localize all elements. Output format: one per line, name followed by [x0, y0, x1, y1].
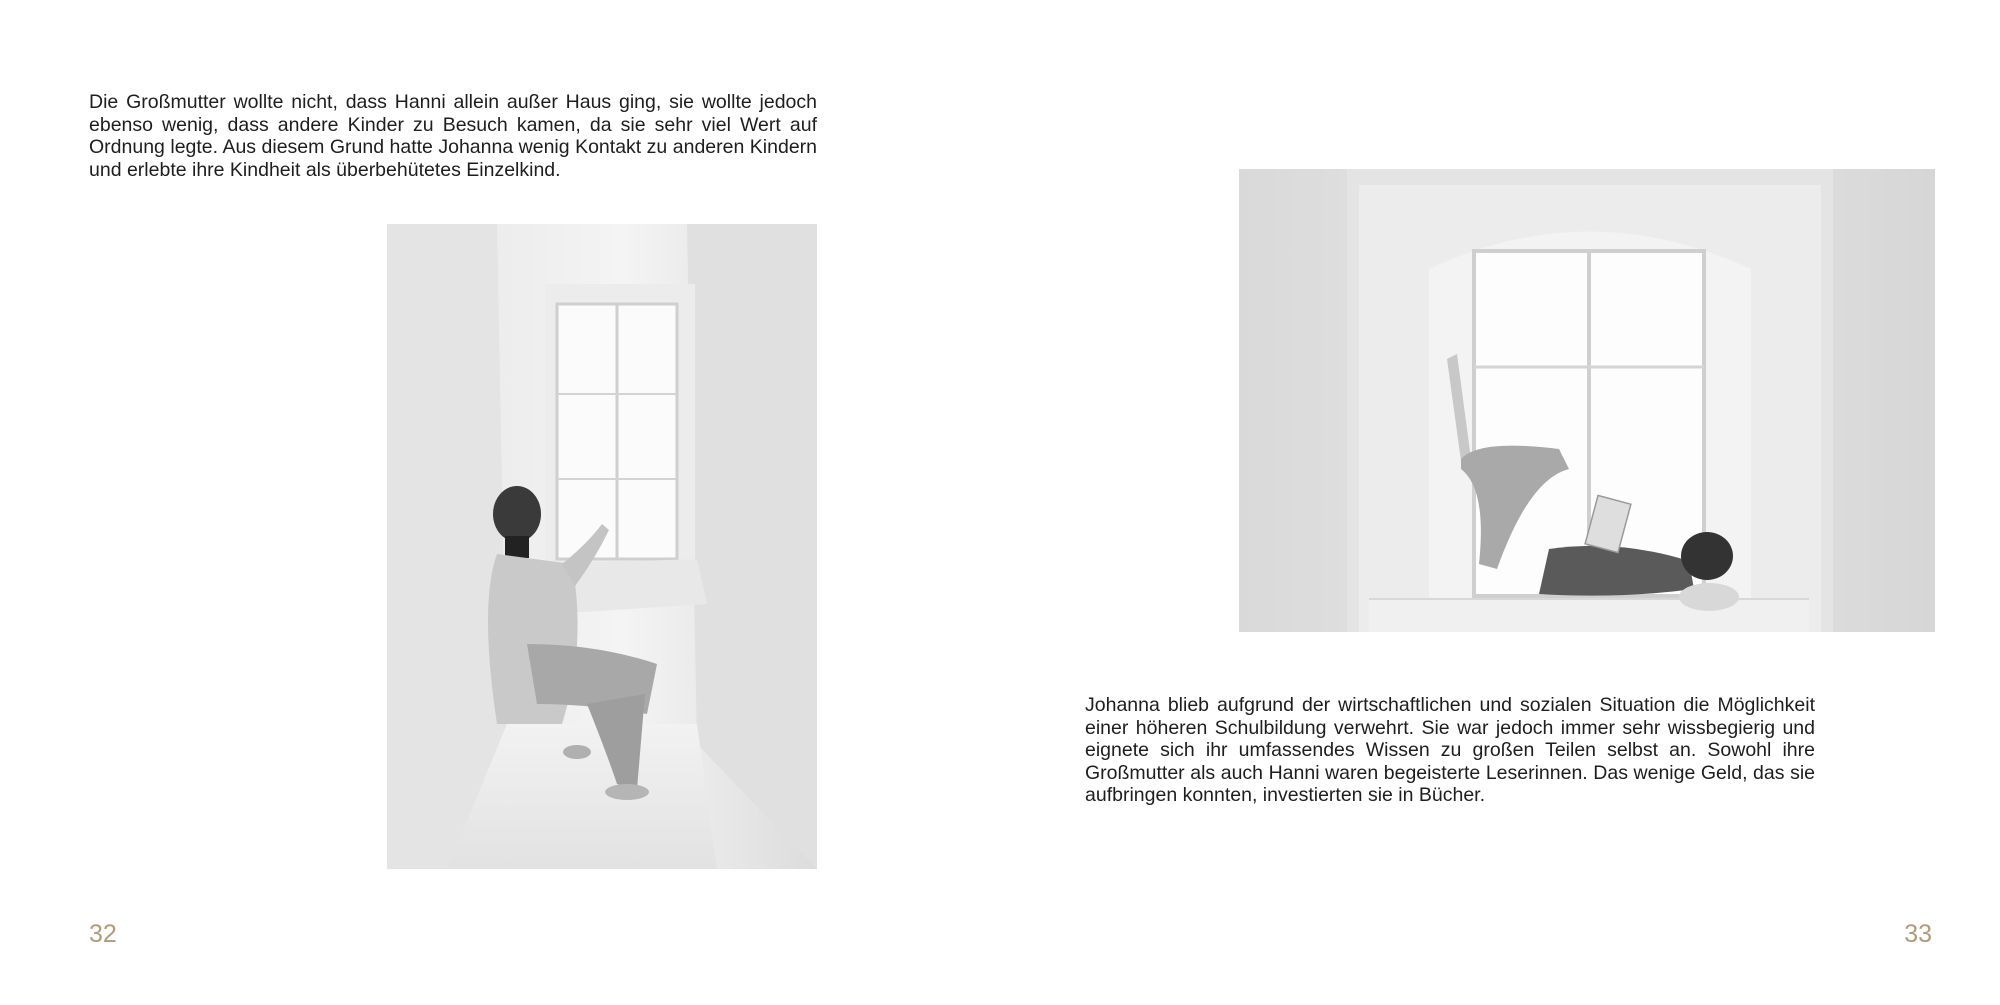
photo-woman-reclining-in-window [1239, 169, 1935, 632]
right-page [1000, 0, 2000, 1005]
left-page-paragraph: Die Großmutter wollte nicht, dass Hanni allein außer Haus ging, sie wollte jedoch ebenso wenig, dass andere Kinder zu Besuch kamen, da sie sehr viel Wert auf Ordnung legte. Aus diesem Grund hatte Johanna wenig Kontakt zu anderen Kindern und erlebte ihre Kindheit als überbehütetes Einzelkind. [89, 91, 817, 181]
page-number-left: 32 [89, 920, 117, 948]
page-number-right: 33 [1904, 920, 1932, 948]
right-page-paragraph: Johanna blieb aufgrund der wirtschaftlichen und sozialen Situation die Möglichkeit einer höheren Schulbildung verwehrt. Sie war jedoch immer sehr wissbegierig und eignete sich ihr umfassendes Wissen zu großen Teilen selbst an. Sowohl ihre Großmutter als auch Hanni waren begeisterte Leserinnen. Das wenige Geld, das sie aufbringen konnten, investierten sie in Bücher. [1085, 694, 1815, 806]
photo-woman-crouching-at-window [387, 224, 817, 869]
